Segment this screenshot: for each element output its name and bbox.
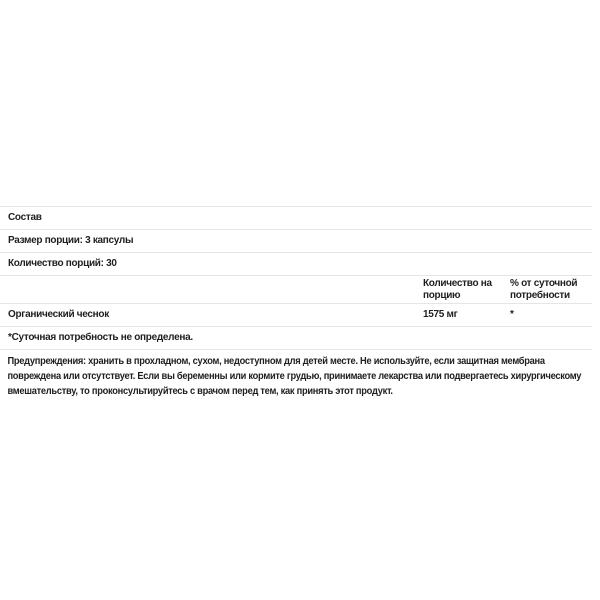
table-row <box>0 303 592 326</box>
section-title-row <box>0 206 592 229</box>
ingredient-name: Органический чеснок <box>8 309 109 320</box>
warnings-text: Предупреждения: хранить в прохладном, сухом, недоступном для детей месте. Не используйте, если защитная мембрана повреждена или отсутствует. Если вы беременны или кормите грудью, принимаете лекарства или подвергаетесь хирургическому вмешательству, то проконсультируйтесь с врачом перед тем, как принять этот продукт. <box>7 356 582 397</box>
ingredient-amount: 1575 мг <box>423 309 458 320</box>
footnote-row <box>0 326 592 349</box>
section-title: Состав <box>8 212 42 223</box>
supplement-facts-section <box>0 206 592 350</box>
column-header-daily-value: % от суточной потребности <box>510 277 578 301</box>
servings-per-container-row <box>0 252 592 275</box>
serving-size-row <box>0 229 592 252</box>
footnote: *Суточная потребность не определена. <box>8 332 193 343</box>
column-header-amount: Количество на порцию <box>423 277 492 301</box>
ingredient-daily-value: * <box>510 309 514 320</box>
serving-size-label: Размер порции: 3 капсулы <box>8 235 134 246</box>
table-header-row <box>0 275 592 303</box>
servings-per-container-label: Количество порций: 30 <box>8 258 117 269</box>
